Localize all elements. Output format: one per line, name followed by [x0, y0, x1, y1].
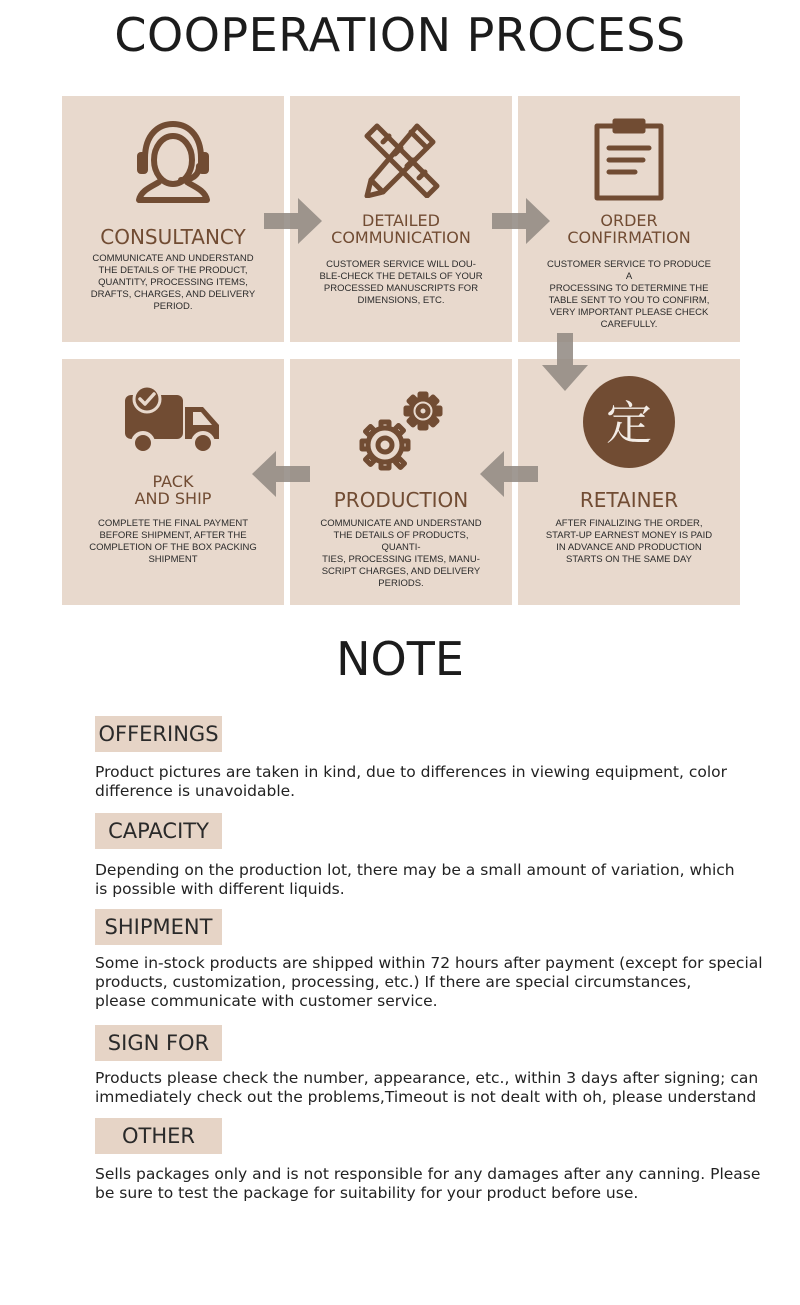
step-description: COMPLETE THE FINAL PAYMENT BEFORE SHIPMENT, AFTER THE COMPLETION OF THE BOX PACKING SHIPMENT [89, 518, 257, 565]
note-title: NOTE [336, 632, 464, 686]
delivery-truck-check-icon [62, 385, 284, 457]
step-description: AFTER FINALIZING THE ORDER, START-UP EARNEST MONEY IS PAID IN ADVANCE AND PRODUCTION STARTS ON THE SAME DAY [545, 518, 713, 565]
note-tag-capacity: CAPACITY [95, 813, 222, 849]
note-text-offerings: Product pictures are taken in kind, due to differences in viewing equipment, color difference is unavoidable. [95, 763, 728, 800]
arrow-left-icon [478, 451, 538, 497]
note-text-sign-for: Products please check the number, appearance, etc., within 3 days after signing; can immediately check out the problems,Timeout is not dealt with oh, please understand [95, 1069, 759, 1106]
seal-glyph: 定 [606, 396, 652, 450]
page-title: COOPERATION PROCESS [114, 8, 686, 62]
note-tag-shipment: SHIPMENT [95, 909, 222, 945]
step-label: PRODUCTION [333, 488, 469, 512]
arrow-right-icon [264, 198, 324, 244]
step-label: ORDER CONFIRMATION [567, 211, 691, 247]
note-text-shipment: Some in-stock products are shipped within 72 hours after payment (except for special products, customization, processing, etc.) If there are special circumstances, please communicate with customer service. [95, 954, 763, 1010]
step-label: DETAILED COMMUNICATION [331, 211, 471, 247]
step-label: PACK AND SHIP [134, 472, 212, 508]
note-tag-sign-for: SIGN FOR [95, 1025, 222, 1061]
customer-service-headset-icon [62, 118, 284, 204]
note-tag-other: OTHER [95, 1118, 222, 1154]
step-description: CUSTOMER SERVICE WILL DOU- BLE-CHECK THE DETAILS OF YOUR PROCESSED MANUSCRIPTS FOR DIMENSIONS, ETC. [319, 259, 483, 306]
step-label: RETAINER [579, 488, 679, 512]
clipboard-icon [518, 118, 740, 202]
step-description: COMMUNICATE AND UNDERSTAND THE DETAILS OF PRODUCTS, QUANTI- TIES, PROCESSING ITEMS, MANU- SCRIPT CHARGES, AND DELIVERY PERIODS. [320, 518, 482, 589]
note-text-capacity: Depending on the production lot, there may be a small amount of variation, which is possible with different liquids. [95, 861, 735, 898]
arrow-left-icon [250, 451, 310, 497]
arrow-right-icon [492, 198, 552, 244]
step-description: COMMUNICATE AND UNDERSTAND THE DETAILS OF THE PRODUCT, QUANTITY, PROCESSING ITEMS, DRAFTS, CHARGES, AND DELIVERY PERIOD. [90, 253, 256, 312]
note-text-other: Sells packages only and is not responsible for any damages after any canning. Please be sure to test the package for suitability for your product before use. [95, 1165, 761, 1202]
step-label: CONSULTANCY [100, 225, 246, 249]
step-card-consultancy [62, 96, 284, 342]
step-card-retainer [518, 359, 740, 605]
note-tag-offerings: OFFERINGS [95, 716, 222, 752]
pencil-ruler-icon [290, 122, 512, 198]
arrow-down-icon [542, 333, 588, 391]
step-description: CUSTOMER SERVICE TO PRODUCE A PROCESSING TO DETERMINE THE TABLE SENT TO YOU TO CONFIRM, VERY IMPORTANT PLEASE CHECK CAREFULLY. [547, 259, 711, 330]
